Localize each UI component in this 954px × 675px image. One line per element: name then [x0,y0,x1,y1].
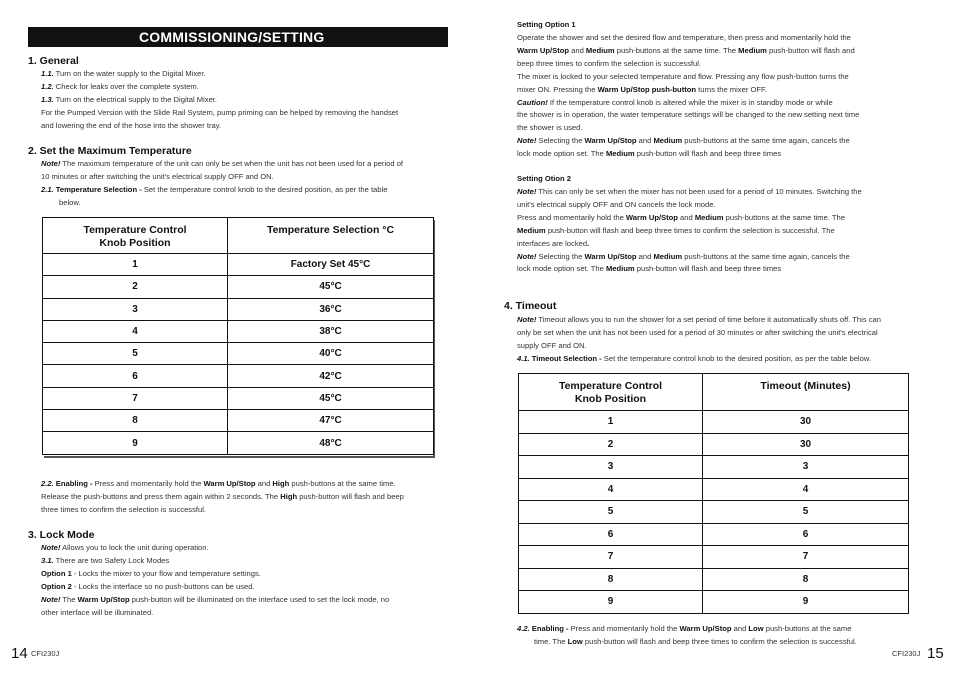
temperature-table [42,217,434,455]
knob-position-cell: 2 [43,276,228,298]
table-row [43,343,434,365]
value-cell: 38°C [228,320,434,342]
maxtemp-note: Note! The maximum temperature of the unit can only be set when the unit has not been used for a period of 10 minutes or after switching the unit's electrical supply OFF and ON. 2.1. Temperature Selection - Set the temperature control knob to the desired position, as per the table below. [41,159,404,207]
knob-position-cell: 4 [519,478,703,501]
value-cell: 5 [703,501,909,524]
right-page [477,0,954,675]
knob-position-cell: 4 [43,320,228,342]
timeout-table [518,373,909,614]
setting-option-1-text: Operate the shower and set the desired flow and temperature, then press and momentarily hold the Warm Up/Stop and Medium push-buttons at the same time. The Medium push-button will flash and beep three times to confirm the selection is successful. The mixer is locked to your selected temperature and flow. Pressing any flow push-button turns the mixer ON. Pressing the Warm Up/Stop push-button turns the mixer OFF. Caution! If the temperature control knob is altered while the mixer is in standby mode or while the shower is in operation, the water temperature settings will be changed to the new setting next time the shower is used. Note! Selecting the Warm Up/Stop and Medium push-buttons at the same time again, cancels the lock mode option set. The Medium push-button will flash and beep three times [517,33,860,159]
table-header-timeout: Timeout (Minutes) [703,374,909,411]
lock-heading: 3. Lock Mode [28,529,95,541]
table-header-temp: Temperature Selection °C [228,218,434,254]
value-cell: 47°C [228,410,434,432]
table-row [43,276,434,298]
table-row [43,298,434,320]
knob-position-cell: 1 [43,254,228,276]
knob-position-cell: 2 [519,433,703,456]
table-row [519,501,909,524]
knob-position-cell: 6 [43,365,228,387]
knob-position-cell: 1 [519,411,703,434]
table-header-knob: Temperature Control Knob Position [43,218,228,254]
setting-option-2-text: Note! This can only be set when the mixer has not been used for a period of 10 minutes. Switching the unit's electrical supply OFF and ON cancels the lock mode. Press and momentarily hold the Warm Up/Stop and Medium push-buttons at the same time. The Medium push-button will flash and beep three times to confirm the selection is successful. The interfaces are locked. Note! Selecting the Warm Up/Stop and Medium push-buttons at the same time again, cancels the lock mode option set. The Medium push-button will flash and beep three times [517,187,862,274]
table-row [519,591,909,614]
knob-position-cell: 8 [43,410,228,432]
doc-code: CFI230J [892,649,921,658]
setting-option-2-heading: Setting Otion 2 [517,174,571,183]
value-cell: 30 [703,433,909,456]
value-cell: Factory Set 45°C [228,254,434,276]
table-row [519,546,909,569]
knob-position-cell: 5 [43,343,228,365]
value-cell: 8 [703,568,909,591]
table-row [43,365,434,387]
table-row [43,432,434,454]
knob-position-cell: 3 [43,298,228,320]
knob-position-cell: 9 [519,591,703,614]
table-row [519,568,909,591]
value-cell: 7 [703,546,909,569]
knob-position-cell: 3 [519,456,703,479]
table-row [43,410,434,432]
knob-position-cell: 7 [43,387,228,409]
table-header-knob: Temperature Control Knob Position [519,374,703,411]
value-cell: 36°C [228,298,434,320]
table-row [43,320,434,342]
value-cell: 9 [703,591,909,614]
general-text: 1.1. Turn on the water supply to the Digital Mixer. 1.2. Check for leaks over the complete system. 1.3. Turn on the electrical supply to the Digital Mixer. For the Pumped Version with the Slide Rail System, pump priming can be helped by removing the handset and lowering the end of the hose into the shower tray. [41,69,399,130]
page-number: 15 [927,645,944,662]
general-heading: 1. General [28,55,79,67]
maxtemp-enabling: 2.2. Enabling - Press and momentarily hold the Warm Up/Stop and High push-buttons at the same time. Release the push-buttons and press them again within 2 seconds. The High push-button will flash and beep three times to confirm the selection is successful. [41,479,404,514]
timeout-enabling: 4.2. Enabling - Press and momentarily hold the Warm Up/Stop and Low push-buttons at the same time. The Low push-button will flash and beep three times to confirm the selection is successful. [517,624,857,646]
knob-position-cell: 5 [519,501,703,524]
knob-position-cell: 8 [519,568,703,591]
value-cell: 42°C [228,365,434,387]
value-cell: 30 [703,411,909,434]
timeout-text: Note! Timeout allows you to run the shower for a set period of time before it automatically shuts off. This can only be set when the unit has not been used for a period of 30 minutes or after switching the unit's electrical supply OFF and ON. 4.1. Timeout Selection - Set the temperature control knob to the desired position, as per the table below. [517,315,881,363]
doc-code: CFI230J [31,649,60,658]
knob-position-cell: 9 [43,432,228,454]
setting-option-1-heading: Setting Option 1 [517,20,576,29]
value-cell: 48°C [228,432,434,454]
maxtemp-heading: 2. Set the Maximum Temperature [28,145,192,157]
table-row [519,456,909,479]
value-cell: 45°C [228,276,434,298]
table-row [519,411,909,434]
page-number: 14 [11,645,28,662]
knob-position-cell: 6 [519,523,703,546]
value-cell: 45°C [228,387,434,409]
knob-position-cell: 7 [519,546,703,569]
table-row [519,433,909,456]
section-banner: COMMISSIONING/SETTING [28,27,448,47]
value-cell: 6 [703,523,909,546]
value-cell: 3 [703,456,909,479]
value-cell: 4 [703,478,909,501]
table-row [519,523,909,546]
table-row [519,478,909,501]
table-shadow [44,456,435,458]
lock-text: Note! Allows you to lock the unit during operation. 3.1. There are two Safety Lock Modes Option 1 - Locks the mixer to your flow and temperature settings. Option 2 - Locks the interface so no push-buttons can be used. Note! The Warm Up/Stop push-button will be illuminated on the interface used to set the lock mode, no other interface will be illuminated. [41,543,390,617]
timeout-heading: 4. Timeout [504,300,557,312]
table-row [43,254,434,276]
value-cell: 40°C [228,343,434,365]
table-row [43,387,434,409]
